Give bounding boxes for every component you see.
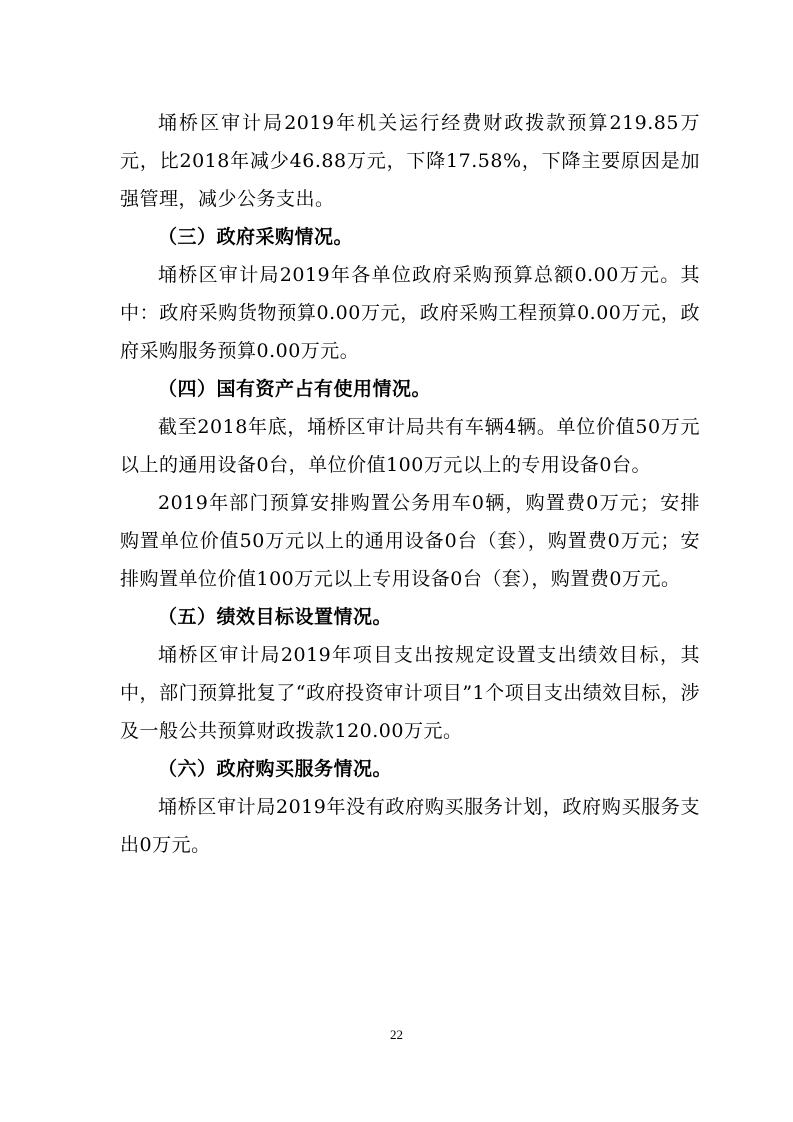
paragraph-government-procurement: 埇桥区审计局2019年各单位政府采购预算总额0.00万元。其中：政府采购货物预算0.00万元，政府采购工程预算0.00万元，政府采购服务预算0.00万元。 [120, 264, 700, 362]
heading-state-assets: （四）国有资产占有使用情况。 [158, 378, 432, 400]
paragraph-operating-expenses: 埇桥区审计局2019年机关运行经费财政拨款预算219.85万元，比2018年减少46.88万元，下降17.58%，下降主要原因是加强管理，减少公务支出。 [120, 112, 700, 210]
heading-performance-targets: （五）绩效目标设置情况。 [158, 606, 393, 628]
heading-purchased-services: （六）政府购买服务情况。 [158, 758, 393, 780]
page-number: 22 [390, 1027, 403, 1042]
paragraph-state-assets: 截至2018年底，埇桥区审计局共有车辆4辆。单位价值50万元以上的通用设备0台，单位价值100万元以上的专用设备0台。 [120, 416, 700, 476]
paragraph-performance-targets: 埇桥区审计局2019年项目支出按规定设置支出绩效目标，其中，部门预算批复了“政府投资审计项目”1个项目支出绩效目标，涉及一般公共预算财政拨款120.00万元。 [120, 644, 700, 742]
document-body [120, 104, 700, 864]
heading-government-procurement: （三）政府采购情况。 [158, 226, 354, 248]
paragraph-purchased-services: 埇桥区审计局2019年没有政府购买服务计划，政府购买服务支出0万元。 [120, 796, 700, 856]
paragraph-asset-purchase-plan: 2019年部门预算安排购置公务用车0辆，购置费0万元；安排购置单位价值50万元以上的通用设备0台（套），购置费0万元；安排购置单位价值100万元以上专用设备0台（套），购置费0万元。 [120, 492, 700, 590]
